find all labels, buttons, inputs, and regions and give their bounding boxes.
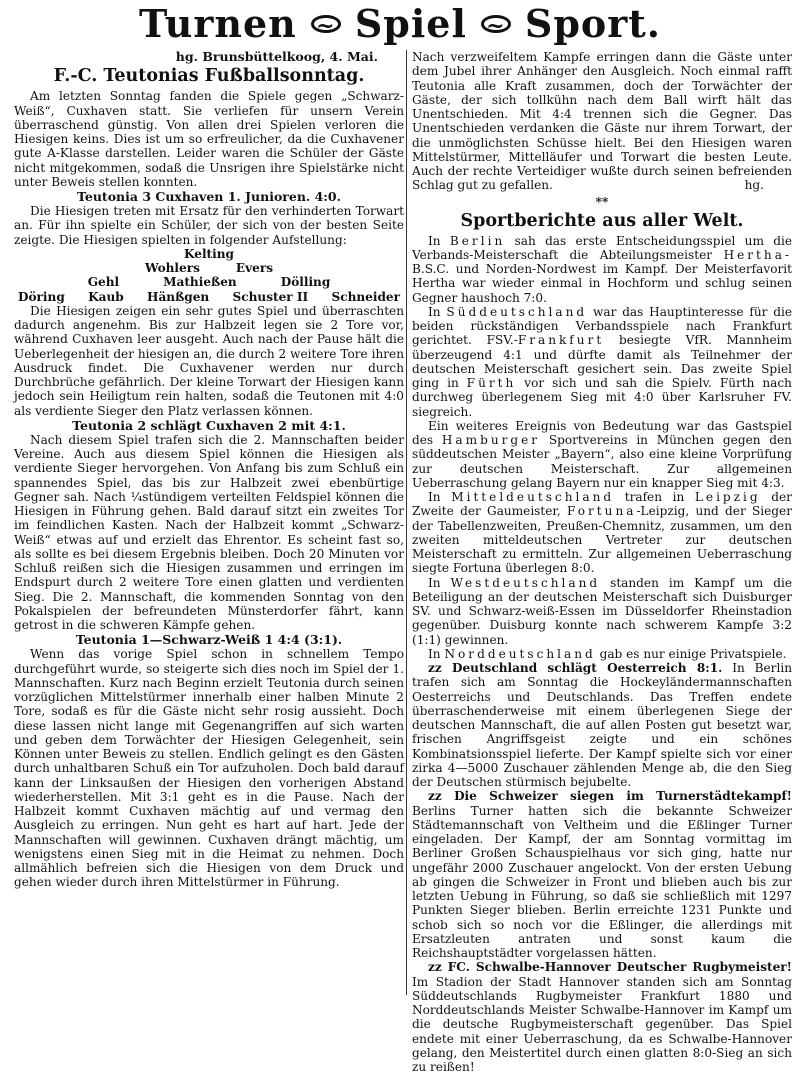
report-sueddeutschland — [412, 305, 792, 419]
title-word-sport: Sport. — [525, 1, 661, 46]
player-name: Evers — [236, 261, 273, 275]
text: Im Stadion der Stadt Hannover standen sich am Sonntag Süddeutschlands Rugbymeister Frankfurt 1880 und Norddeutschlands Meister Schwalbe-Hannover im Kampf um die deutsche Rugbymeisterschaft gegenüber. Das Spiel endete mit einer Ueberraschung, da es Schwalbe-Hannover gelang, den Meistertitel durch einen glatten 8:0-Sieg an sich zu reißen! — [412, 975, 792, 1074]
text: sah das erste Entscheidungsspiel um die Verbands-Meisterschaft die Abteilungsmeister — [412, 234, 792, 262]
match1-paragraph-1: Die Hiesigen treten mit Ersatz für den verhinderten Torwart an. Für ihn spielte ein Schüler, der sich von der besten Seite zeigte. Die Hiesigen spielten in folgender Aufstellung: — [14, 204, 404, 247]
report-hamburg — [412, 419, 792, 490]
region-name: Süddeutschland — [446, 305, 587, 319]
text: Ein weiteres Ereignis von Bedeutung war das Gastspiel des — [412, 419, 792, 447]
text: der Zweite der Gaumeister, — [412, 490, 792, 518]
match1-paragraph-2: Die Hiesigen zeigen ein sehr gutes Spiel und überraschten dadurch angenehm. Bis zur Halbzeit legen sie 2 Tore vor, während Cuxhaven leer ausgeht. Auch nach der Pause hält die Ueberlegenheit der hiesigen an, die durch 2 weitere Tore ihren Ausdruck findet. Die Cuxhavener werden nur durch Durchbrüche gefährlich. Der kleine Torwart der Hiesigen kann jedoch sein Heiligtum rein halten, sodaß die Teutonen mit 4:0 als verdiente Sieger den Platz verlassen können. — [14, 304, 404, 418]
report-rugby — [412, 960, 792, 1074]
sports-world-headline: Sportberichte aus aller Welt. — [412, 209, 792, 233]
author-signature: hg. — [745, 178, 764, 192]
separator-asterisks: ** — [412, 195, 792, 209]
article-headline: F.-C. Teutonias Fußballsonntag. — [14, 65, 404, 87]
right-column — [412, 50, 792, 1074]
match3-title: Teutonia 1—Schwarz-Weiß 1 4:4 (3:1). — [14, 632, 404, 647]
text: In — [428, 576, 441, 590]
player-name: Kelting — [184, 247, 234, 261]
player-name: Hänßgen — [147, 290, 209, 304]
report-westdeutschland — [412, 576, 792, 647]
player-name: Mathießen — [163, 275, 237, 289]
title-word-turnen: Turnen — [139, 1, 297, 46]
report-norddeutschland — [412, 647, 792, 661]
lineup-row-forwards — [14, 290, 404, 304]
city-name: Hamburger — [442, 433, 540, 447]
text: B.S.C. und Norden-Nordwest im Kampf. Der Meisterfavorit Hertha war wieder einmal in Hochform und schlug seinen Gegner haushoch 7:0. — [412, 262, 792, 305]
report-mitteldeutschland — [412, 490, 792, 576]
text: In — [428, 234, 441, 248]
text: standen im Kampf um die Beteiligung an der deutschen Meisterschaft sich Duisburger SV. und Schwarz-weiß-Essen im Düsseldorfer Rheinstadion gegenüber. Duisburg konnte nach schwerem Kampfe 3:2 (1:1) gewinnen. — [412, 576, 792, 647]
player-name: Schuster II — [233, 290, 309, 304]
title-word-spiel: Spiel — [355, 1, 467, 46]
match2-paragraph: Nach diesem Spiel trafen sich die 2. Mannschaften beider Vereine. Auch aus diesem Spiel können die Hiesigen als verdiente Sieger hervorgehen. Von Anfang bis zum Schluß ein spannendes Spiel, das bis zur Halbzeit zwei ebenbürtige Gegner sah. Nach ¼stündigem verteilten Feldspiel können die Hiesigen in Führung gehen. Bald darauf sitzt ein zweites Tor im feindlichen Kasten. Nach der Halbzeit kommt „Schwarz-Weiß“ etwas auf und erzielt das Ehrentor. Es scheint fast so, als sollte es bei diesem Ergebnis bleiben. Doch 20 Minuten vor Schluß reißen sich die Hiesigen zusammen und erringen im Endspurt durch 2 weitere Tore einen glatten und verdienten Sieg. Die 2. Mannschaft, die kommenden Sonntag von den Pokalspielen der befreundeten Münsterdorfer fährt, kann getrost in die schweren Kämpfe gehen. — [14, 433, 404, 633]
club-name: Hertha- — [724, 248, 792, 262]
text: In — [428, 305, 441, 319]
player-name: Gehl — [88, 275, 119, 289]
lineup-row-halfbacks — [14, 275, 404, 289]
player-name: Schneider — [332, 290, 401, 304]
match2-title: Teutonia 2 schlägt Cuxhaven 2 mit 4:1. — [14, 418, 404, 433]
article-continuation — [412, 50, 792, 193]
region-name: Mitteldeutschland — [451, 490, 614, 504]
text: In — [428, 647, 441, 661]
section-title — [0, 2, 800, 46]
text: Berlins Turner hatten sich die bekannte Schweizer Städtemannschaft von Veltheim und die Eßlinger Turner eingeladen. Der Kampf, der am Sonntag vormittag im Berliner Großen Schauspielhaus vor sich ging, hatte nur ungefähr 2000 Zuschauer angelockt. Von der ersten Uebung ab gingen die Schweizer in Front und blieben auch bis zur letzten Uebung in Führung, so daß sie schließlich mit 1297 Punkten Sieger blieben. Berlin erreichte 1231 Punkte und schob sich so noch vor die Eßlinger, die allerdings mit Ersatzleuten antraten und sonst kaum die Reichshauptstädter vorgelassen hätten. — [412, 804, 792, 961]
text: -Leipzig, und der Sieger der Tabellenzweiten, Preußen-Chemnitz, zusammen, um den zweiten mitteldeutschen Vertreter zur deutschen Meisterschaft zu ermitteln. Zur allgemeinen Ueberraschung siegte Fortuna überlegen 8:0. — [412, 504, 792, 575]
player-name: Wohlers — [145, 261, 200, 275]
team-lineup — [14, 247, 404, 304]
report-hockey — [412, 661, 792, 789]
lineup-row-backs — [14, 261, 404, 275]
wave-ornament-icon — [311, 15, 341, 33]
text: In — [428, 490, 441, 504]
city-name: Leipzig — [695, 490, 761, 504]
text: vor sich und sah die Spielv. Fürth nach durchweg überlegenem Sieg mit 4:0 über Karlsruher FV. siegreich. — [412, 376, 792, 419]
player-name: Dölling — [281, 275, 331, 289]
match1-title: Teutonia 3 Cuxhaven 1. Junioren. 4:0. — [14, 189, 404, 204]
text: Sportvereins in München gegen den süddeutschen Meister „Bayern“, also eine kleine Vorprüfung zur deutschen Meisterschaft. Zur allgemeinen Ueberraschung gelang Bayern nur ein knapper Sieg mit 4:3. — [412, 433, 792, 490]
report-title: zz FC. Schwalbe-Hannover Deutscher Rugbymeister! — [428, 960, 792, 974]
club-name: Fortuna — [567, 504, 636, 518]
report-turner — [412, 789, 792, 960]
text: besiegte VfR. Mannheim überzeugend 4:1 und dürfte damit als Teilnehmer der deutschen Meisterschaft gesichert sein. Das zweite Spiel ging in — [412, 333, 792, 390]
continuation-text: Nach verzweifeltem Kampfe erringen dann die Gäste unter dem Jubel ihrer Anhänger den Ausgleich. Noch einmal rafft Teutonia alle Kraft zusammen, doch der Torwächter der Gäste, der sich tollkühn nach dem Ball wirft hält das Unentschieden. Mit 4:4 trennen sich die Gegner. Das Unentschieden verdanken die Gäste nur ihrem Torwart, der die unmöglichsten Schüsse hielt. Bei den Hiesigen waren Mittelstürmer, Mittelläufer und Torwart die besten Leute. Auch der rechte Verteidiger wußte durch seinen befreienden Schlag gut zu gefallen. — [412, 50, 792, 192]
article-intro: Am letzten Sonntag fanden die Spiele gegen „Schwarz-Weiß“, Cuxhaven statt. Sie verliefen für unsern Verein überraschend günstig. Von allen drei Spielen verloren die Hiesigen keins. Dies ist um so erfreulicher, da die Cuxhavener gute A-Klasse darstellen. Leider waren die Schüler der Gäste nicht mitgekommen, sodaß die Unsrigen ihre Spielstärke nicht unter Beweis stellen konnten. — [14, 89, 404, 189]
text: gab es nur einige Privatspiele. — [600, 647, 787, 661]
wave-ornament-icon — [481, 15, 511, 33]
text: war das Hauptinteresse für die beiden rückständigen Verbandsspiele nach Frankfurt gerichtet. FSV.- — [412, 305, 792, 348]
club-name: Frankfurt — [518, 333, 604, 347]
report-title: zz Die Schweizer siegen im Turnerstädtekampf! — [428, 789, 792, 803]
lineup-row-goalkeeper — [14, 247, 404, 261]
text: In Berlin trafen sich am Sonntag die Hockeyländermannschaften Oesterreichs und Deutschlands. Das Treffen endete überraschenderweise mit einem überlegenen Siege der deutschen Mannschaft, die auf allen Posten gut besetzt war, frischen Angriffsgeist zeigte und ein schönes Kombinatsionsspiel lieferte. Der Kampf spielte sich vor einer zirka 4—5000 Zuschauer zählenden Menge ab, die den Sieg der Deutschen stürmisch bejubelte. — [412, 661, 792, 789]
match3-paragraph: Wenn das vorige Spiel schon in schnellem Tempo durchgeführt wurde, so steigerte sich dies noch im Spiel der 1. Mannschaften. Kurz nach Beginn erzielt Teutonia durch seinen vorzüglichen Mittelstürmer innerhalb einer halben Minute 2 Tore, sodaß es für die Gäste nicht sehr rosig aussieht. Doch diese lassen nicht lange mit Gegenangriffen auf sich warten und geben dem Torwächter der Hiesigen Gelegenheit, sein Können unter Beweis zu stellen. Endlich gelingt es den Gästen durch unhaltbaren Schuß ein Tor aufzuholen. Doch bald darauf kann der Linksaußen der Hiesigen den vorherigen Abstand wiederherstellen. Mit 3:1 geht es in die Pause. Nach der Halbzeit kommt Cuxhaven mächtig auf und vermag den Ausgleich zu erringen. Nun geht es hart auf hart. Jede der Mannschaften will gewinnen. Cuxhaven drängt mächtig, um wenigstens einen Sieg mit in die Heimat zu nehmen. Doch allmählich befreien sich die Hiesigen von dem Druck und gehen wieder durch ihren Mittelstürmer in Führung. — [14, 647, 404, 889]
left-column — [14, 50, 404, 890]
player-name: Döring — [18, 290, 65, 304]
dateline: hg. Brunsbüttelkoog, 4. Mai. — [14, 50, 404, 64]
player-name: Kaub — [88, 290, 124, 304]
report-berlin — [412, 234, 792, 305]
city-name: Berlin — [450, 234, 505, 248]
region-name: Norddeutschland — [444, 647, 595, 661]
text: trafen in — [625, 490, 685, 504]
column-divider — [406, 50, 407, 995]
report-title: zz Deutschland schlägt Oesterreich 8:1. — [428, 661, 722, 675]
region-name: Westdeutschland — [451, 576, 601, 590]
city-name: Fürth — [467, 376, 517, 390]
